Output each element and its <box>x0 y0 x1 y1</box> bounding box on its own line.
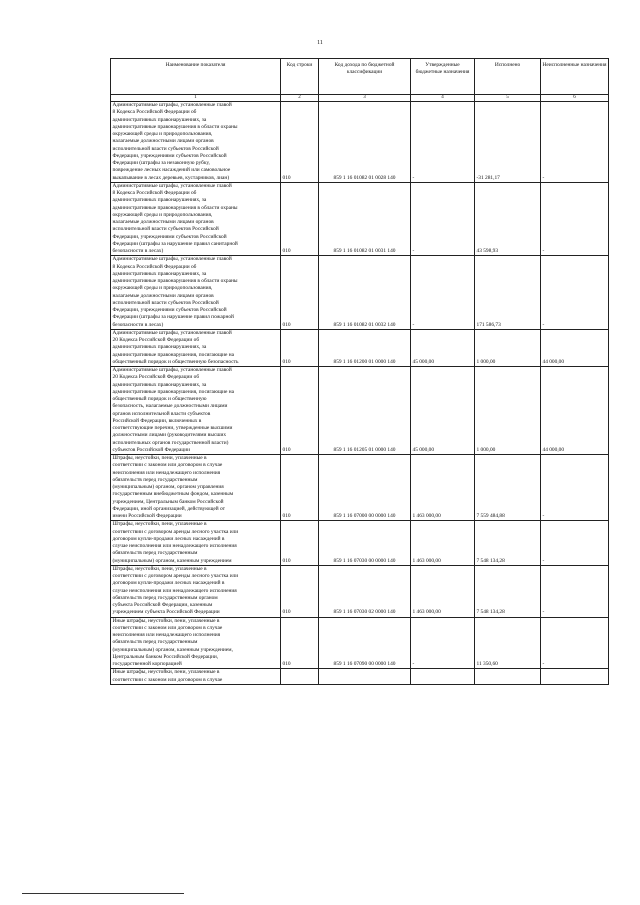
indicator-name: Иные штрафы, неустойки, пени, уплаченные в соответствии с законом или договором в случае <box>111 669 281 685</box>
unexecuted-amount: 44 000,00 <box>541 329 609 366</box>
unexecuted-amount: - <box>541 521 609 566</box>
table-row <box>111 329 609 366</box>
table-row <box>111 521 609 566</box>
column-number-row <box>111 95 609 102</box>
executed-amount: 7 559 484,88 <box>475 455 541 521</box>
line-code: 010 <box>281 455 319 521</box>
income-code: 859 1 16 01200 01 0000 140 <box>319 329 411 366</box>
executed-amount: 7 548 134,28 <box>475 521 541 566</box>
budget-execution-table <box>110 58 609 685</box>
executed-amount: 171 586,73 <box>475 256 541 330</box>
approved-amount: 1 463 000,00 <box>411 521 475 566</box>
line-code: 010 <box>281 182 319 256</box>
approved-amount: 45 000,00 <box>411 329 475 366</box>
income-code <box>319 669 411 685</box>
executed-amount <box>475 669 541 685</box>
income-code: 859 1 16 07030 02 0000 140 <box>319 565 411 617</box>
indicator-name: Административные штрафы, установленные главой 8 Кодекса Российской Федерации об административных правонарушениях, за административные правонарушения в области охраны окружающей среды и природопользования, налагаемые должностными лицами органов исполнительной власти субъектов Российской Федерации, учреждениями субъектов Российской Федерации (штрафы за нарушение правил санитарной безопасности в лесах) <box>111 182 281 256</box>
column-number: 4 <box>411 95 475 102</box>
income-code: 859 1 16 07000 00 0000 140 <box>319 455 411 521</box>
executed-amount: 1 000,00 <box>475 329 541 366</box>
approved-amount: - <box>411 256 475 330</box>
table-row <box>111 669 609 685</box>
column-number: 2 <box>281 95 319 102</box>
approved-amount: 1 463 000,00 <box>411 455 475 521</box>
table-row <box>111 182 609 256</box>
column-number: 3 <box>319 95 411 102</box>
table-header-row <box>111 59 609 95</box>
unexecuted-amount: - <box>541 617 609 669</box>
indicator-name: Иные штрафы, неустойки, пени, уплаченные в соответствии с законом или договором в случае неисполнения или ненадлежащего исполнения обязательств перед государственным (муниципальным) органом, казенным учреждением, Центральным банком Российской Федерации, государственной корпорацией <box>111 617 281 669</box>
line-code <box>281 669 319 685</box>
approved-amount: 45 000,00 <box>411 367 475 455</box>
unexecuted-amount: 44 000,00 <box>541 367 609 455</box>
column-number: 6 <box>541 95 609 102</box>
column-number: 5 <box>475 95 541 102</box>
table-row <box>111 102 609 183</box>
header-approved: Утвержденные бюджетные назначения <box>411 59 475 95</box>
approved-amount: - <box>411 182 475 256</box>
footnote-divider <box>22 893 184 894</box>
approved-amount: - <box>411 102 475 183</box>
income-code: 859 1 16 07030 00 0000 140 <box>319 521 411 566</box>
income-code: 859 1 16 01082 01 0031 140 <box>319 182 411 256</box>
line-code: 010 <box>281 256 319 330</box>
indicator-name: Административные штрафы, установленные главой 20 Кодекса Российской Федерации об административных правонарушениях, за административные правонарушения, посягающие на общественный порядок и общественную безопасность <box>111 329 281 366</box>
executed-amount: 43 598,93 <box>475 182 541 256</box>
header-executed: Исполнено <box>475 59 541 95</box>
column-number: 1 <box>111 95 281 102</box>
approved-amount <box>411 669 475 685</box>
unexecuted-amount: - <box>541 565 609 617</box>
executed-amount: 7 548 134,28 <box>475 565 541 617</box>
unexecuted-amount: - <box>541 102 609 183</box>
table-row <box>111 565 609 617</box>
header-indicator-name: Наименование показателя <box>111 59 281 95</box>
table-row <box>111 256 609 330</box>
table-row <box>111 455 609 521</box>
executed-amount: -31 281,17 <box>475 102 541 183</box>
table-row <box>111 617 609 669</box>
income-code: 859 1 16 01082 01 0028 140 <box>319 102 411 183</box>
header-unexecuted: Неисполненные назначения <box>541 59 609 95</box>
income-code: 859 1 16 01205 01 0000 140 <box>319 367 411 455</box>
executed-amount: 11 350,60 <box>475 617 541 669</box>
line-code: 010 <box>281 565 319 617</box>
line-code: 010 <box>281 367 319 455</box>
table-row <box>111 367 609 455</box>
indicator-name: Штрафы, неустойки, пени, уплаченные в соответствии с договором аренды лесного участка или договором купли-продажи лесных насаждений в случае неисполнения или ненадлежащего исполнения обязательств перед государственным органом субъекта Российской Федерации, казенным учреждением субъекта Российской Федерации <box>111 565 281 617</box>
indicator-name: Административные штрафы, установленные главой 20 Кодекса Российской Федерации об административных правонарушениях, за административные правонарушения, посягающие на общественный порядок и общественную безопасность, налагаемые должностными лицами органов исполнительной власти субъектов Российской Федерации, включенных в соответствующие перечни, утвержденные высшими должностными лицами (руководителями высших исполнительных органов государственной власти) субъектов Российской Федерации <box>111 367 281 455</box>
unexecuted-amount <box>541 669 609 685</box>
executed-amount: 1 000,00 <box>475 367 541 455</box>
line-code: 010 <box>281 617 319 669</box>
income-code: 859 1 16 01082 01 0032 140 <box>319 256 411 330</box>
income-code: 859 1 16 07090 00 0000 140 <box>319 617 411 669</box>
line-code: 010 <box>281 521 319 566</box>
indicator-name: Административные штрафы, установленные главой 8 Кодекса Российской Федерации об административных правонарушениях, за административные правонарушения в области охраны окружающей среды и природопользования, налагаемые должностными лицами органов исполнительной власти субъектов Российской Федерации, учреждениями субъектов Российской Федерации (штрафы за незаконную рубку, повреждение лесных насаждений или самовольное выкапывание в лесах деревьев, кустарников, лиан) <box>111 102 281 183</box>
page-number: 11 <box>317 40 323 46</box>
line-code: 010 <box>281 329 319 366</box>
indicator-name: Штрафы, неустойки, пени, уплаченные в соответствии с законом или договором в случае неисполнения или ненадлежащего исполнения обязательств перед государственным (муниципальным) органом, органом управления государственным внебюджетным фондом, казенным учреждением, Центральным банком Российской Федерации, иной организацией, действующей от имени Российской Федерации <box>111 455 281 521</box>
unexecuted-amount: - <box>541 182 609 256</box>
approved-amount: - <box>411 617 475 669</box>
header-line-code: Код строки <box>281 59 319 95</box>
indicator-name: Штрафы, неустойки, пени, уплаченные в соответствии с договором аренды лесного участка или договором купли-продажи лесных насаждений в случае неисполнения или ненадлежащего исполнения обязательств перед государственным (муниципальным) органом, казенным учреждением <box>111 521 281 566</box>
line-code: 010 <box>281 102 319 183</box>
approved-amount: 1 463 000,00 <box>411 565 475 617</box>
indicator-name: Административные штрафы, установленные главой 8 Кодекса Российской Федерации об административных правонарушениях, за административные правонарушения в области охраны окружающей среды и природопользования, налагаемые должностными лицами органов исполнительной власти субъектов Российской Федерации, учреждениями субъектов Российской Федерации (штрафы за нарушение правил пожарной безопасности в лесах) <box>111 256 281 330</box>
header-income-code: Код дохода по бюджетной классификации <box>319 59 411 95</box>
unexecuted-amount: - <box>541 455 609 521</box>
unexecuted-amount: - <box>541 256 609 330</box>
